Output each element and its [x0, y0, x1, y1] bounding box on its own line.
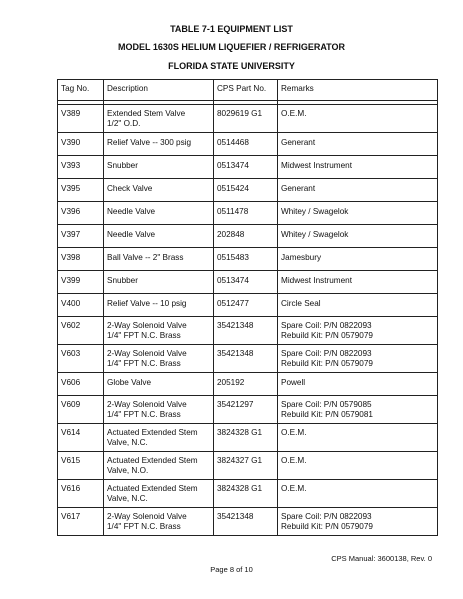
remarks-line: Whitey / Swagelok [281, 230, 349, 239]
description-line: Actuated Extended Stem [107, 484, 198, 493]
remarks-line: Powell [281, 378, 306, 387]
description-line: 1/2" O.D. [107, 119, 141, 128]
tag-cell: V617 [58, 508, 104, 536]
tag-cell: V399 [58, 271, 104, 294]
part-number-cell: 3824328 G1 [214, 480, 278, 508]
remarks-line: Generant [281, 184, 316, 193]
table-row [58, 133, 438, 156]
model-heading: MODEL 1630S HELIUM LIQUEFIER / REFRIGERATOR [117, 42, 346, 52]
description-line: 2-Way Solenoid Valve [107, 400, 187, 409]
remarks-cell [278, 133, 438, 156]
remarks-line: O.E.M. [281, 456, 307, 465]
tag-cell: V398 [58, 248, 104, 271]
tag-cell: V602 [58, 317, 104, 345]
table-title: TABLE 7-1 EQUIPMENT LIST [170, 24, 293, 34]
part-number-cell: 0513474 [214, 271, 278, 294]
part-number-cell: 0515483 [214, 248, 278, 271]
remarks-line: Rebuild Kit: P/N 0579081 [281, 410, 373, 419]
remarks-line: Spare Coil: P/N 0579085 [281, 400, 372, 409]
remarks-cell [278, 248, 438, 271]
table-row [58, 248, 438, 271]
description-line: Relief Valve -- 10 psig [107, 299, 187, 308]
remarks-cell [278, 480, 438, 508]
description-cell [104, 480, 214, 508]
remarks-line: O.E.M. [281, 109, 307, 118]
description-line: Valve, N.O. [107, 466, 149, 475]
tag-cell: V603 [58, 345, 104, 373]
description-cell [104, 396, 214, 424]
remarks-cell [278, 508, 438, 536]
remarks-cell [278, 294, 438, 317]
tag-cell: V400 [58, 294, 104, 317]
description-cell [104, 373, 214, 396]
description-cell [104, 202, 214, 225]
remarks-cell [278, 373, 438, 396]
part-number-cell: 0513474 [214, 156, 278, 179]
description-line: 1/4" FPT N.C. Brass [107, 410, 181, 419]
manual-reference: CPS Manual: 3600138, Rev. 0 [331, 554, 432, 563]
table-row [58, 373, 438, 396]
column-header-description: Description [104, 80, 214, 101]
description-cell [104, 271, 214, 294]
part-number-cell: 0511478 [214, 202, 278, 225]
remarks-cell [278, 225, 438, 248]
table-row [58, 452, 438, 480]
description-line: Snubber [107, 276, 138, 285]
description-line: Globe Valve [107, 378, 151, 387]
remarks-line: Rebuild Kit: P/N 0579079 [281, 331, 373, 340]
table-row [58, 424, 438, 452]
remarks-cell [278, 202, 438, 225]
equipment-table [57, 79, 438, 536]
remarks-cell [278, 396, 438, 424]
description-line: 2-Way Solenoid Valve [107, 321, 187, 330]
column-header-remarks: Remarks [278, 80, 438, 101]
description-cell [104, 179, 214, 202]
remarks-cell [278, 179, 438, 202]
page-number: Page 8 of 10 [210, 565, 253, 574]
remarks-line: Generant [281, 138, 316, 147]
table-row [58, 508, 438, 536]
table-row [58, 105, 438, 133]
table-row [58, 202, 438, 225]
table-row [58, 317, 438, 345]
description-cell [104, 424, 214, 452]
remarks-cell [278, 345, 438, 373]
remarks-cell [278, 452, 438, 480]
tag-cell: V393 [58, 156, 104, 179]
table-row [58, 179, 438, 202]
description-line: Snubber [107, 161, 138, 170]
table-row [58, 480, 438, 508]
remarks-cell [278, 105, 438, 133]
description-line: Valve, N.C. [107, 494, 148, 503]
description-line: Check Valve [107, 184, 153, 193]
remarks-line: Circle Seal [281, 299, 321, 308]
column-header-part: CPS Part No. [214, 80, 278, 101]
description-line: 2-Way Solenoid Valve [107, 512, 187, 521]
part-number-cell: 3824328 G1 [214, 424, 278, 452]
remarks-line: Spare Coil: P/N 0822093 [281, 349, 372, 358]
remarks-line: O.E.M. [281, 428, 307, 437]
part-number-cell: 35421297 [214, 396, 278, 424]
description-line: Actuated Extended Stem [107, 456, 198, 465]
part-number-cell: 35421348 [214, 508, 278, 536]
description-line: Needle Valve [107, 230, 156, 239]
description-cell [104, 248, 214, 271]
table-row [58, 294, 438, 317]
description-cell [104, 294, 214, 317]
description-cell [104, 105, 214, 133]
tag-cell: V390 [58, 133, 104, 156]
remarks-line: Spare Coil: P/N 0822093 [281, 512, 372, 521]
description-line: Valve, N.C. [107, 438, 148, 447]
remarks-line: Rebuild Kit: P/N 0579079 [281, 522, 373, 531]
remarks-cell [278, 317, 438, 345]
part-number-cell: 0514468 [214, 133, 278, 156]
description-line: 1/4" FPT N.C. Brass [107, 331, 181, 340]
description-line: Needle Valve [107, 207, 156, 216]
tag-cell: V396 [58, 202, 104, 225]
part-number-cell: 0515424 [214, 179, 278, 202]
description-cell [104, 345, 214, 373]
description-cell [104, 133, 214, 156]
tag-cell: V397 [58, 225, 104, 248]
table-row [58, 225, 438, 248]
tag-cell: V389 [58, 105, 104, 133]
description-line: 1/4" FPT N.C. Brass [107, 522, 181, 531]
part-number-cell: 3824327 G1 [214, 452, 278, 480]
description-cell [104, 317, 214, 345]
remarks-line: Jamesbury [281, 253, 322, 262]
remarks-line: Spare Coil: P/N 0822093 [281, 321, 372, 330]
table-body [58, 101, 438, 536]
description-line: Relief Valve -- 300 psig [107, 138, 192, 147]
remarks-cell [278, 424, 438, 452]
remarks-line: Midwest Instrument [281, 161, 352, 170]
table-row [58, 345, 438, 373]
remarks-line: Rebuild Kit: P/N 0579079 [281, 359, 373, 368]
description-line: 2-Way Solenoid Valve [107, 349, 187, 358]
remarks-line: Midwest Instrument [281, 276, 352, 285]
university-heading: FLORIDA STATE UNIVERSITY [168, 61, 295, 71]
tag-cell: V609 [58, 396, 104, 424]
table-header-row [58, 80, 438, 101]
description-line: Actuated Extended Stem [107, 428, 198, 437]
description-cell [104, 156, 214, 179]
part-number-cell: 0512477 [214, 294, 278, 317]
description-line: Ball Valve -- 2" Brass [107, 253, 184, 262]
remarks-line: Whitey / Swagelok [281, 207, 349, 216]
tag-cell: V606 [58, 373, 104, 396]
part-number-cell: 35421348 [214, 345, 278, 373]
tag-cell: V616 [58, 480, 104, 508]
table-row [58, 156, 438, 179]
description-cell [104, 508, 214, 536]
remarks-line: O.E.M. [281, 484, 307, 493]
column-header-tag: Tag No. [58, 80, 104, 101]
tag-cell: V614 [58, 424, 104, 452]
part-number-cell: 202848 [214, 225, 278, 248]
remarks-cell [278, 271, 438, 294]
part-number-cell: 35421348 [214, 317, 278, 345]
description-cell [104, 452, 214, 480]
tag-cell: V395 [58, 179, 104, 202]
description-cell [104, 225, 214, 248]
description-line: 1/4" FPT N.C. Brass [107, 359, 181, 368]
table-row [58, 396, 438, 424]
remarks-cell [278, 156, 438, 179]
tag-cell: V615 [58, 452, 104, 480]
table-row [58, 271, 438, 294]
description-line: Extended Stem Valve [107, 109, 186, 118]
part-number-cell: 8029619 G1 [214, 105, 278, 133]
part-number-cell: 205192 [214, 373, 278, 396]
